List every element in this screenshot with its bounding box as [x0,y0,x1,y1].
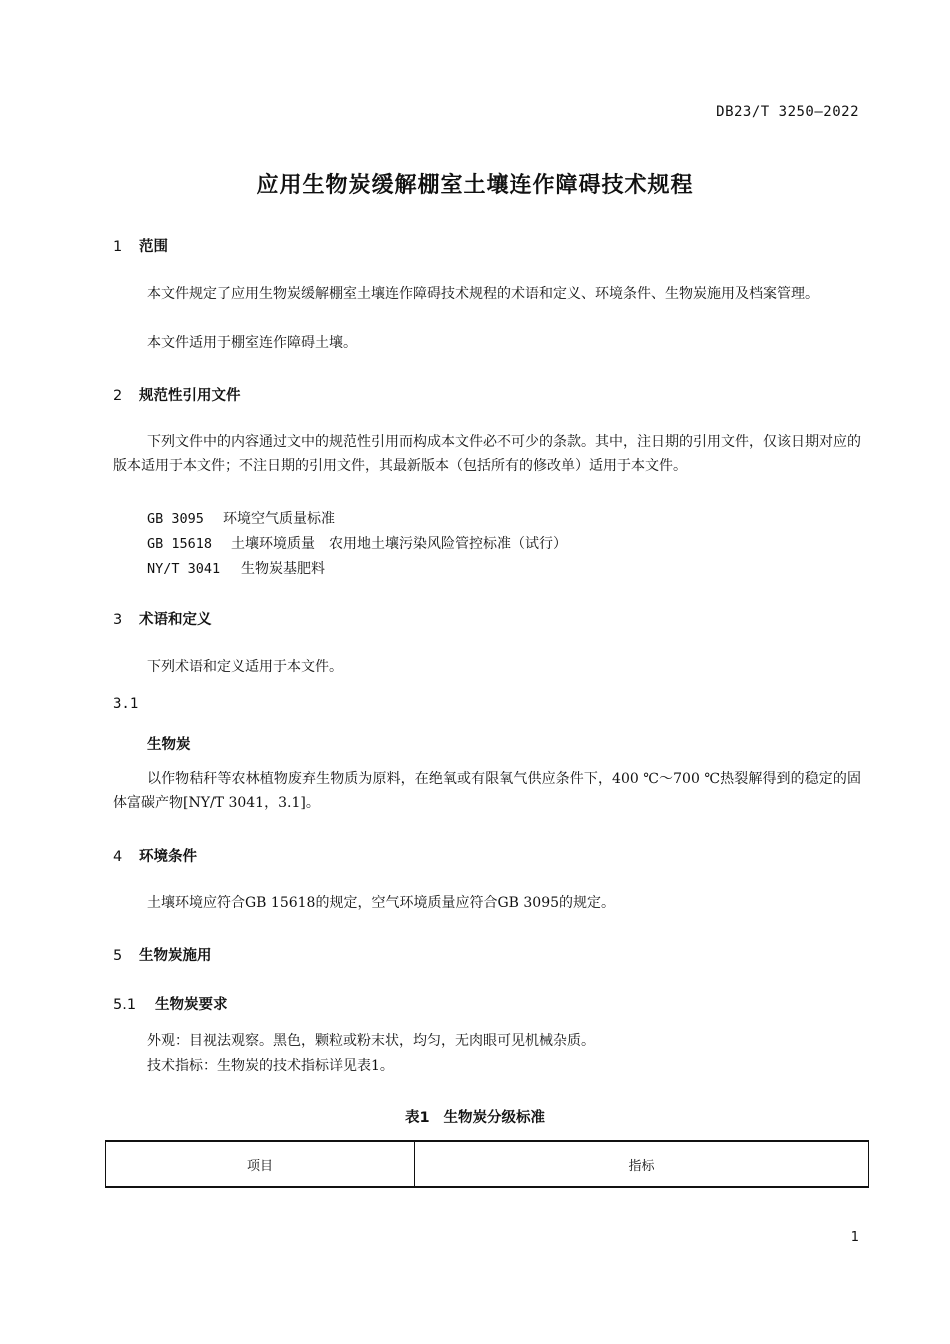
section-title: 范围 [139,239,168,255]
table-number: 表1 [404,1110,430,1126]
term-name: 生物炭 [147,737,191,753]
subsection-number: 5.1 [113,997,137,1013]
table-caption [0,1106,950,1127]
section-heading-scope [113,235,168,256]
requirement-technical-indicators: 技术指标：生物炭的技术指标详见表1。 [147,1058,394,1074]
term-definition: 以作物秸秆等农林植物废弃生物质为原料，在绝氧或有限氧气供应条件下，400 ℃～700 ℃热裂解得到的稳定的固体富碳产物[NY/T 3041，3.1]。 [113,771,861,811]
reference-code: NY/T 3041 [147,561,221,577]
table-header-item: 项目 [106,1141,415,1187]
biochar-grading-table [105,1140,869,1188]
page-number: 1 [850,1230,859,1245]
subsection-heading-biochar-requirements [113,993,228,1014]
table-header-row [106,1141,869,1187]
paragraph-references-intro: 下列文件中的内容通过文中的规范性引用而构成本文件必不可少的条款。其中，注日期的引用文件，仅该日期对应的版本适用于本文件；不注日期的引用文件，其最新版本（包括所有的修改单）适用于本文件。 [113,434,861,474]
section-number: 4 [113,849,123,865]
section-heading-terms [113,608,212,629]
requirement-appearance: 外观：目视法观察。黑色，颗粒或粉末状，均匀，无肉眼可见机械杂质。 [147,1033,595,1049]
reference-title: 环境空气质量标准 [223,511,335,527]
reference-item [147,558,325,578]
paragraph-environment: 土壤环境应符合GB 15618的规定，空气环境质量应符合GB 3095的规定。 [147,895,616,911]
section-number: 3 [113,612,123,628]
section-heading-normative-references [113,384,241,405]
subsection-title: 生物炭要求 [155,997,228,1013]
paragraph-terms-intro: 下列术语和定义适用于本文件。 [147,659,343,675]
section-title: 环境条件 [139,849,197,865]
document-title: 应用生物炭缓解棚室土壤连作障碍技术规程 [256,173,694,198]
section-number: 1 [113,239,123,255]
section-title: 规范性引用文件 [139,388,241,404]
reference-title: 生物炭基肥料 [241,561,325,577]
paragraph-scope-1: 本文件规定了应用生物炭缓解棚室土壤连作障碍技术规程的术语和定义、环境条件、生物炭施用及档案管理。 [147,286,819,302]
section-heading-biochar-application [113,944,212,965]
table-header-indicator: 指标 [415,1141,869,1187]
section-title: 术语和定义 [139,612,212,628]
paragraph-scope-2: 本文件适用于棚室连作障碍土壤。 [147,335,357,351]
table-caption-text: 生物炭分级标准 [443,1110,546,1126]
section-heading-environment [113,845,197,866]
section-number: 2 [113,388,123,404]
section-title: 生物炭施用 [139,948,212,964]
reference-code: GB 3095 [147,511,204,527]
reference-item [147,508,335,528]
reference-title: 土壤环境质量 农用地土壤污染风险管控标准（试行） [231,536,567,552]
section-number: 5 [113,948,123,964]
standard-code: DB23/T 3250—2022 [716,104,859,120]
reference-item [147,533,567,553]
term-number: 3.1 [113,696,139,712]
reference-code: GB 15618 [147,536,213,552]
